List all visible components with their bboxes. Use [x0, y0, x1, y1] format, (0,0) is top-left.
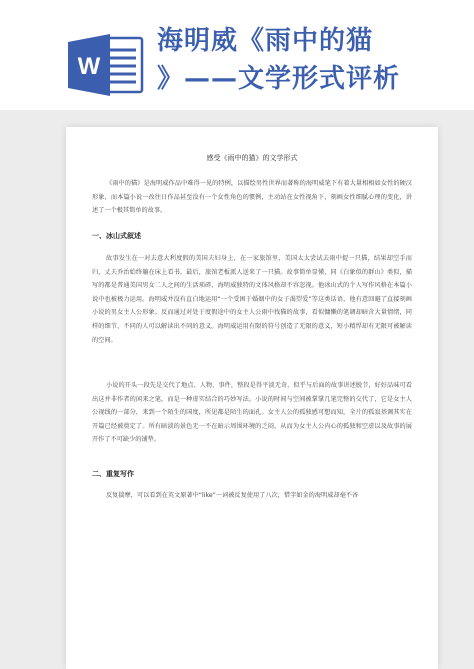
banner-title-line-2: 》——文学形式评析: [157, 64, 401, 94]
section-1-paragraph-1: 故事发生在一对去意大利度假的美国夫妇身上，在一家旅馆里，美国太太尝试去雨中捉一只猫，结果却空手而归，丈夫乔治始终躺在床上看书。最后，旅馆老板派人送来了一只猫。故事简单显懂，同《白象似的群山》类似，描写的都是普通美国男女二人之间的生活琐碎，海明威独特的文体风格却不容忽视。他冰山式的个人写作风格在本篇小说中也被极力运用。海明威并没有直白地运用“一个受困于婚姻中的女子渴望爱”等这类话语，他有意回避了直接刻画小说的男女主人公形象。反而通过对处于度假途中的女主人公雨中找猫的故事，看似慵懒的笔调却暗含大量情绪，同样的细节，不同的人可以解读出不同的意义。海明威运用有限的符号创造了无限的意义，短小精悍却有无限可被解读的空间。: [92, 255, 412, 344]
word-icon: [66, 34, 144, 96]
svg-text:W: W: [77, 53, 101, 80]
document-title: 感受《雨中的猫》的文学形式: [206, 154, 298, 162]
section-1-heading: 一、冰山式叙述: [92, 232, 141, 240]
banner-title-line-1: 海明威《雨中的猫: [157, 26, 374, 56]
banner: [0, 0, 474, 110]
section-2-heading: 二、重复写作: [92, 470, 134, 478]
intro-paragraph: 《雨中的猫》是海明威作品中难得一见的特例，以描绘男性世界而著称的海明威笔下有着大量相相如女性的硬汉形象，而本篇小说一改往日作品甚至没有一个女性角色的惯例，主动站在女性视角下，刻画女性细腻心理的变化，讲述了一个极其简单的故事。: [92, 180, 412, 215]
section-1-paragraph-2: 小说的开头一段先是交代了地点、人物、事件，整段是得平淡无奇，似乎与后面的故事讲述脱节，好好品味可看出这并非作者的闲来之笔，而是一种虚实结合的巧妙写法。小说的时间与空间被掌掌几笔完整的交代了，它是女主人公视线的一部分，来到一个陌生的国度，所见都是陌生的面孔。女主人公的孤独感可想而知，全片的孤寂基调其实在开篇已经被奠定了。所有暗淡的景色无一不在暗示周围环境的乏闷，从而为女主人公内心的孤独和空虚以及故事的展开作了不可缺少的铺垫。: [92, 382, 412, 444]
section-2-paragraph-1: 反复揣摩，可以看到在英文原著中“like”一词被反复使用了八次，惜字如金的海明威却毫不吝: [106, 492, 359, 499]
document-page: [66, 127, 438, 669]
